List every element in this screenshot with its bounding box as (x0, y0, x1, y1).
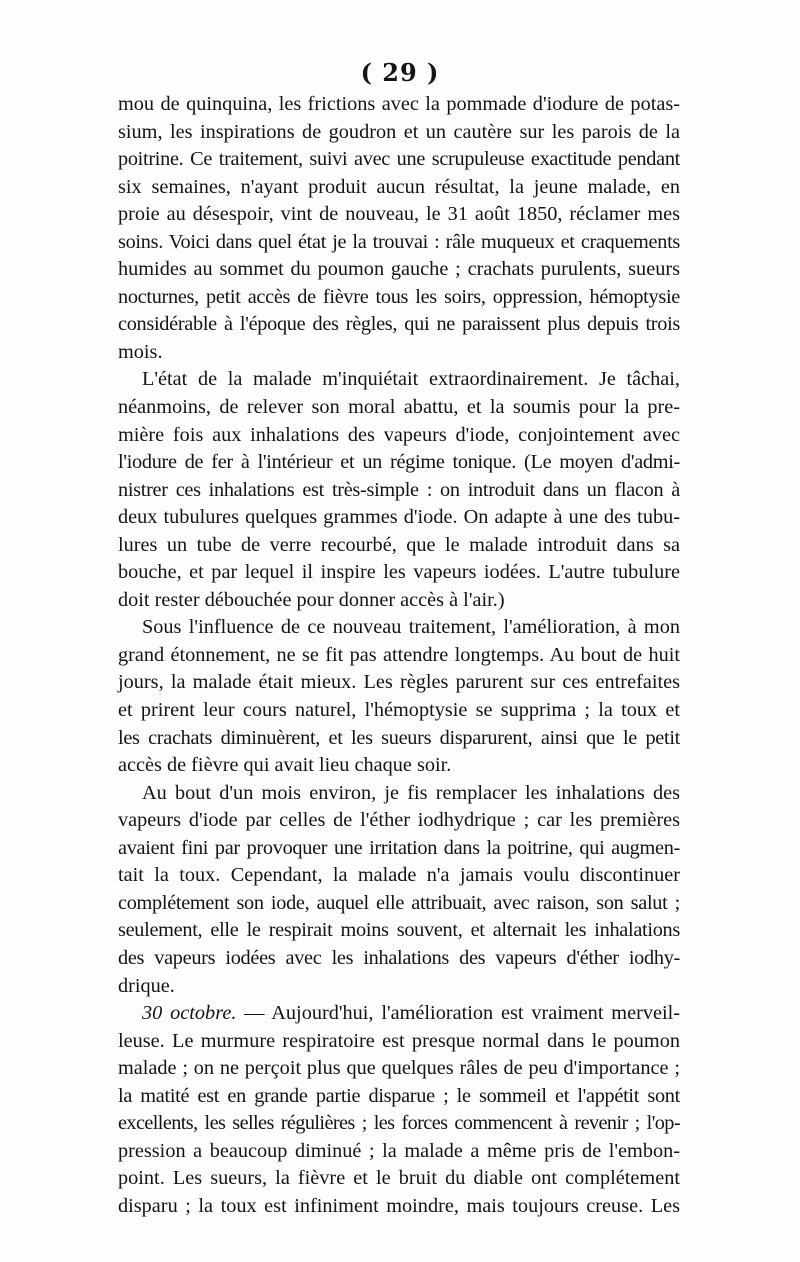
text-line: complétement son iode, auquel elle attribuait, avec raison, son salut ; (118, 891, 680, 914)
text-line: jours, la malade était mieux. Les règles parurent sur ces entrefaites (118, 671, 680, 694)
text-line: malade ; on ne perçoit plus que quelques râles de peu d'importance ; (118, 1057, 680, 1080)
text-line: seulement, elle le respirait moins souvent, et alternait les inhalations (118, 919, 680, 942)
text-line: la matité est en grande partie disparue ; le sommeil et l'appétit sont (118, 1084, 680, 1107)
text-line: mière fois aux inhalations des vapeurs d'iode, conjointement avec (118, 423, 680, 446)
text-line: mois. (118, 340, 163, 363)
text-line: sium, les inspirations de goudron et un cautère sur les parois de la (118, 120, 680, 143)
body-text (118, 91, 680, 1220)
text-line: lures un tube de verre recourbé, que le malade introduit dans sa (118, 533, 680, 556)
text-line: mou de quinquina, les frictions avec la pommade d'iodure de potas- (118, 93, 680, 115)
text-line: tait la toux. Cependant, la malade n'a jamais voulu discontinuer (118, 864, 680, 887)
page-number: ( 29 ) (360, 58, 440, 87)
text-line: point. Les sueurs, la fièvre et le bruit du diable ont complétement (118, 1167, 680, 1190)
text-line: nistrer ces inhalations est très-simple : on introduit dans un flacon à (118, 478, 680, 501)
text-line-dated (118, 1000, 680, 1028)
paragraph-1 (118, 91, 680, 366)
paragraph-4 (118, 780, 680, 1000)
text-line: bouche, et par lequel il inspire les vapeurs iodées. L'autre tubulure (118, 561, 680, 584)
text-line: les crachats diminuèrent, et les sueurs disparurent, ainsi que le petit (118, 726, 680, 749)
text-line: l'iodure de fer à l'intérieur et un régime tonique. (Le moyen d'admi- (118, 451, 680, 474)
text-line: avaient fini par provoquer une irritation dans la poitrine, qui augmen- (118, 836, 680, 859)
text-line: Au bout d'un mois environ, je fis remplacer les inhalations des (142, 781, 680, 804)
entry-text: — Aujourd'hui, l'amélioration est vraiment merveil- (236, 1002, 680, 1025)
text-line: pression a beaucoup diminué ; la malade a même pris de l'embon- (118, 1139, 680, 1162)
text-line: poitrine. Ce traitement, suivi avec une scrupuleuse exactitude pendant (118, 148, 680, 171)
text-line: excellents, les selles régulières ; les forces commencent à revenir ; l'op- (118, 1112, 680, 1135)
paragraph-5 (118, 1000, 680, 1220)
text-line: vapeurs d'iode par celles de l'éther iodhydrique ; car les premières (118, 809, 680, 832)
entry-date: 30 octobre. (142, 1002, 237, 1025)
text-line: des vapeurs iodées avec les inhalations des vapeurs d'éther iodhy- (118, 946, 680, 969)
text-line: Sous l'influence de ce nouveau traitement, l'amélioration, à mon (142, 616, 680, 639)
text-line: considérable à l'époque des règles, qui ne paraissent plus depuis trois (118, 313, 680, 336)
text-line: accès de fièvre qui avait lieu chaque soir. (118, 754, 452, 777)
text-line: L'état de la malade m'inquiétait extraordinairement. Je tâchai, (142, 368, 680, 391)
text-line: nocturnes, petit accès de fièvre tous les soirs, oppression, hémoptysie (118, 285, 680, 308)
text-line: leuse. Le murmure respiratoire est presque normal dans le poumon (118, 1029, 680, 1052)
paragraph-2 (118, 366, 680, 614)
text-line: disparu ; la toux est infiniment moindre, mais toujours creuse. Les (118, 1194, 680, 1217)
text-line: néanmoins, de relever son moral abattu, et la soumis pour la pre- (118, 396, 680, 419)
text-line: et prirent leur cours naturel, l'hémoptysie se supprima ; la toux et (118, 699, 680, 722)
text-line: doit rester débouchée pour donner accès à l'air.) (118, 588, 505, 611)
text-line: grand étonnement, ne se fit pas attendre longtemps. Au bout de huit (118, 643, 680, 666)
paragraph-3 (118, 614, 680, 779)
text-line: humides au sommet du poumon gauche ; crachats purulents, sueurs (118, 258, 680, 281)
text-line: soins. Voici dans quel état je la trouvai : râle muqueux et craquements (118, 230, 680, 253)
text-line: deux tubulures quelques grammes d'iode. On adapte à une des tubu- (118, 506, 680, 529)
text-line: drique. (118, 974, 175, 997)
text-line: six semaines, n'ayant produit aucun résultat, la jeune malade, en (118, 175, 680, 198)
text-line: proie au désespoir, vint de nouveau, le 31 août 1850, réclamer mes (118, 203, 680, 226)
